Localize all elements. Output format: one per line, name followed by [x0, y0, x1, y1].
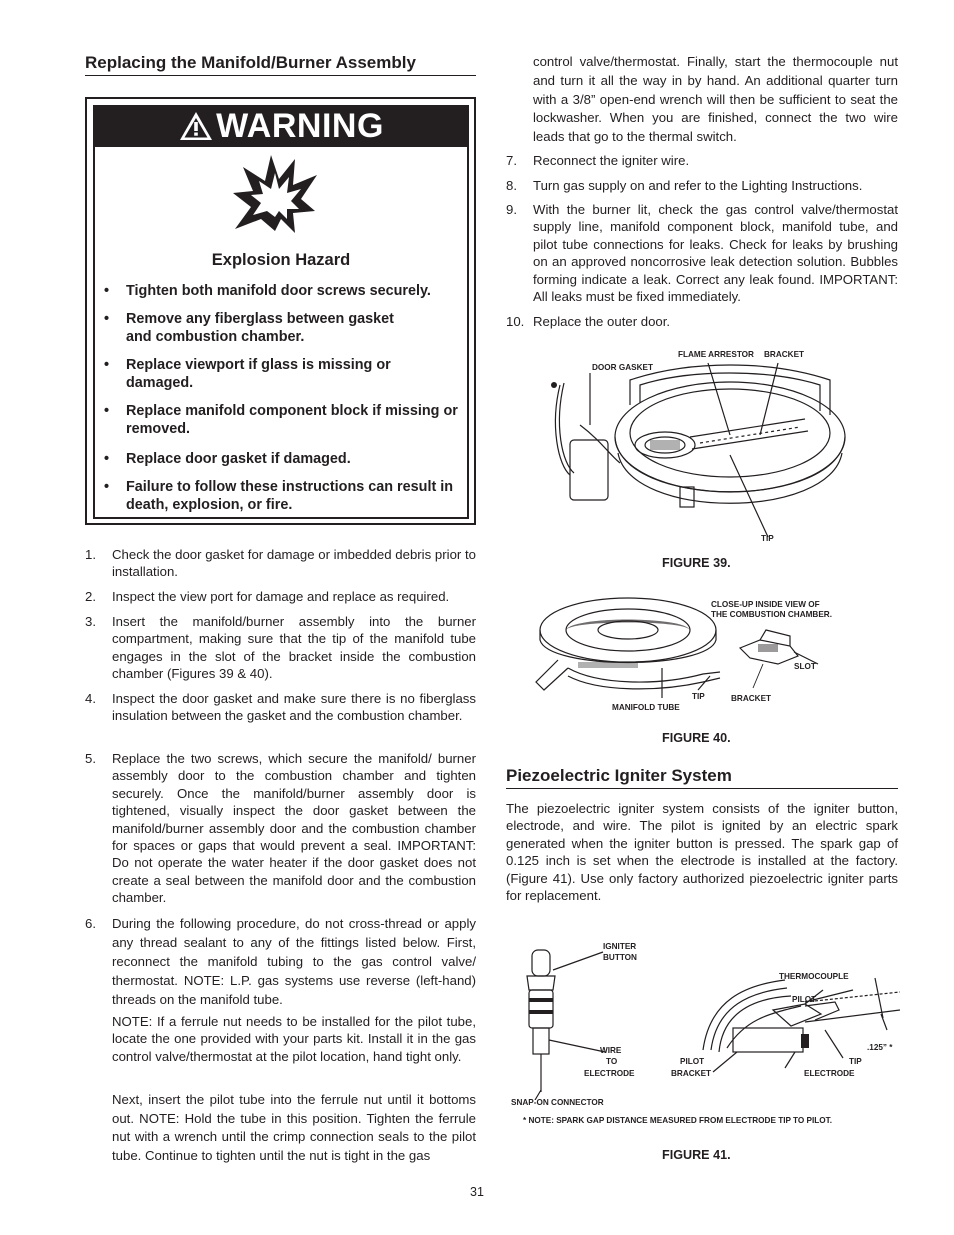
label-thermocouple: THERMOCOUPLE — [779, 972, 849, 981]
label-snapon: SNAP-ON CONNECTOR — [511, 1098, 604, 1107]
warning-title-bar — [93, 105, 469, 147]
label-tip: TIP — [692, 692, 705, 701]
label-electrode: ELECTRODE — [804, 1069, 855, 1078]
list-item: 1. Check the door gasket for damage or imbedded debris prior to installation. — [85, 547, 476, 580]
label-bracket: BRACKET — [731, 694, 772, 703]
list-item: 5. Replace the two screws, which secure the manifold/ burner assembly door to the combustion chamber and tighten securely. Once the manifold/burner assembly door is tightened, visually inspect the door gasket between the manifold/burner assembly door and the combustion chamber for spaces or gaps that would prevent a seal. IMPORTANT: Do not operate the water heater if the door gasket does not create a seal between the manifold door and the combustion chamber. — [85, 751, 476, 906]
label-closeup-1: CLOSE-UP INSIDE VIEW OF — [711, 600, 820, 609]
section-heading-piezo: Piezoelectric Igniter System — [506, 766, 732, 785]
label-igniter-2: BUTTON — [603, 953, 637, 962]
continued-paragraph: control valve/thermostat. Finally, start the thermocouple nut and turn it all the way in by hand. An additional quarter turn with a 3/8” open-end wrench will then be sufficient to seat the lockwasher. When you are finished, connect the two wire leads that go to the thermal switch. — [533, 54, 898, 145]
list-item: 9. With the burner lit, check the gas control valve/thermostat supply line, manifold component block, manifold tube, and pilot tube connections for leaks. Check for leaks by brushing on an approved noncorrosive leak detection solution. Bubbles forming indicate a leak. Correct any leak found. IMPORTANT: All leaks must be fixed immediately. — [506, 202, 898, 305]
label-slot: SLOT — [794, 662, 816, 671]
spark-gap-note: * NOTE: SPARK GAP DISTANCE MEASURED FROM ELECTRODE TIP TO PILOT. — [523, 1116, 833, 1125]
label-igniter-1: IGNITER — [603, 942, 637, 951]
explosion-icon — [231, 153, 319, 235]
label-pilot: PILOT — [792, 995, 817, 1004]
figure-39-illustration — [540, 345, 850, 545]
heading-rule — [506, 788, 898, 789]
list-item: 3. Insert the manifold/burner assembly into the burner compartment, making sure that the tip of the manifold tube engages in the slot of the bracket inside the combustion chamber (Figures 39 & 40). — [85, 614, 476, 682]
label-tip: TIP — [849, 1057, 862, 1066]
label-wire-1: WIRE — [600, 1046, 622, 1055]
list-item: 7. Reconnect the igniter wire. — [506, 153, 690, 168]
label-door-gasket: DOOR GASKET — [592, 363, 653, 372]
next-paragraph: Next, insert the pilot tube into the ferrule nut until it bottoms out. NOTE: Hold the tube in this position. Tighten the ferrule nut with a wrench until the crimp connection seals to the pilot tube. Continue to tighten until the nut is tight in the gas — [112, 1092, 476, 1163]
label-flame-arrestor: FLAME ARRESTOR — [678, 350, 754, 359]
figure-41-caption: FIGURE 41. — [662, 1148, 731, 1162]
list-item: 4. Inspect the door gasket and make sure there is no fiberglass insulation between the gasket and the combustion chamber. — [85, 691, 476, 724]
piezo-paragraph: The piezoelectric igniter system consists of the igniter button, electrode, and wire. The pilot is ignited by an electric spark generated when the igniter button is pressed. The spark gap of 0.125 inch is set when the electrode is installed at the factory. (Figure 41). Use only factory authorized piezoelectric igniter parts for replacement. — [506, 801, 898, 904]
heading-rule — [85, 75, 476, 76]
list-item: 2. Inspect the view port for damage and replace as required. — [85, 589, 450, 604]
warning-title: WARNING — [216, 106, 384, 145]
figure-39-caption: FIGURE 39. — [662, 556, 731, 570]
label-wire-2: TO — [606, 1057, 618, 1066]
list-item: 6. During the following procedure, do not cross-thread or apply any thread sealant to any of the fittings listed below. First, reconnect the manifold tubing to the gas control valve/ thermostat. NOTE: L.P. gas systems use reverse (left-hand) threads on the manifold tube. — [85, 916, 476, 1007]
list-item: 8. Turn gas supply on and refer to the Lighting Instructions. — [506, 178, 863, 193]
section-heading-manifold: Replacing the Manifold/Burner Assembly — [85, 53, 416, 72]
list-item: 10. Replace the outer door. — [506, 314, 671, 329]
label-closeup-2: THE COMBUSTION CHAMBER. — [711, 610, 832, 619]
label-tip: TIP — [761, 534, 774, 543]
label-gap: .125” * — [867, 1043, 893, 1052]
label-pilot-bracket-2: BRACKET — [671, 1069, 712, 1078]
hazard-title: Explosion Hazard — [211, 251, 351, 269]
note-paragraph: NOTE: If a ferrule nut needs to be installed for the pilot tube, locate the one provided with your parts kit. Install it in the gas control valve/thermostat at the pilot location, hand tight only. — [112, 1014, 476, 1064]
warning-triangle-icon — [178, 110, 214, 142]
label-pilot-bracket-1: PILOT — [680, 1057, 705, 1066]
label-manifold-tube: MANIFOLD TUBE — [612, 703, 680, 712]
label-wire-3: ELECTRODE — [584, 1069, 635, 1078]
figure-40-caption: FIGURE 40. — [662, 731, 731, 745]
label-bracket: BRACKET — [764, 350, 805, 359]
page-number: 31 — [470, 1185, 484, 1199]
